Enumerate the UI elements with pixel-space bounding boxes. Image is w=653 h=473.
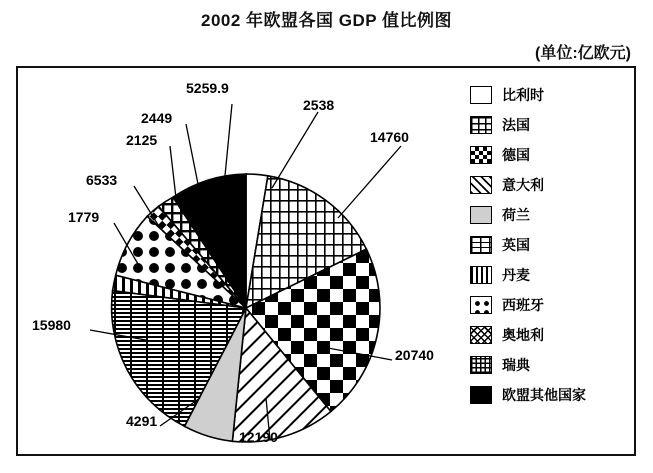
legend-label: 奥地利	[502, 327, 544, 343]
legend-label: 德国	[502, 147, 530, 163]
legend-swatch-icon	[470, 116, 492, 134]
legend-item-netherlands[interactable]	[470, 200, 620, 230]
pie-chart	[18, 68, 478, 454]
legend-swatch-icon	[470, 146, 492, 164]
callout-uk: 15980	[32, 317, 71, 333]
callout-italy: 12190	[239, 429, 278, 445]
legend	[470, 80, 620, 410]
legend-item-sweden[interactable]	[470, 350, 620, 380]
legend-label: 丹麦	[502, 267, 530, 283]
callout-spain: 6533	[86, 172, 118, 188]
legend-swatch-icon	[470, 296, 492, 314]
legend-label: 法国	[502, 117, 530, 133]
legend-item-uk[interactable]	[470, 230, 620, 260]
legend-swatch-icon	[470, 326, 492, 344]
legend-label: 西班牙	[502, 297, 544, 313]
legend-swatch-icon	[470, 176, 492, 194]
legend-swatch-icon	[470, 236, 492, 254]
legend-item-spain[interactable]	[470, 290, 620, 320]
callout-denmark: 1779	[68, 209, 100, 225]
callout-germany: 20740	[395, 347, 434, 363]
callout-austria: 2125	[126, 132, 158, 148]
legend-item-other-eu[interactable]	[470, 380, 620, 410]
pie-svg	[18, 68, 478, 454]
legend-swatch-icon	[470, 86, 492, 104]
legend-label: 比利时	[502, 87, 544, 103]
chart-frame	[16, 66, 636, 456]
legend-swatch-icon	[470, 386, 492, 404]
legend-item-germany[interactable]	[470, 140, 620, 170]
callout-sweden: 2449	[141, 110, 173, 126]
callout-netherlands: 4291	[126, 413, 158, 429]
legend-item-belgium[interactable]	[470, 80, 620, 110]
legend-swatch-icon	[470, 356, 492, 374]
legend-label: 荷兰	[502, 207, 530, 223]
chart-title: 2002 年欧盟各国 GDP 值比例图	[200, 11, 453, 30]
legend-item-austria[interactable]	[470, 320, 620, 350]
legend-item-italy[interactable]	[470, 170, 620, 200]
legend-swatch-icon	[470, 206, 492, 224]
legend-label: 瑞典	[502, 357, 530, 373]
legend-swatch-icon	[470, 266, 492, 284]
callout-other-eu: 5259.9	[186, 80, 229, 96]
callout-france: 14760	[370, 129, 409, 145]
legend-label: 欧盟其他国家	[502, 387, 586, 403]
legend-label: 英国	[502, 237, 530, 253]
legend-label: 意大利	[502, 177, 544, 193]
legend-item-france[interactable]	[470, 110, 620, 140]
unit-label: (单位:亿欧元)	[535, 45, 631, 62]
callout-belgium: 2538	[303, 97, 335, 113]
legend-item-denmark[interactable]	[470, 260, 620, 290]
